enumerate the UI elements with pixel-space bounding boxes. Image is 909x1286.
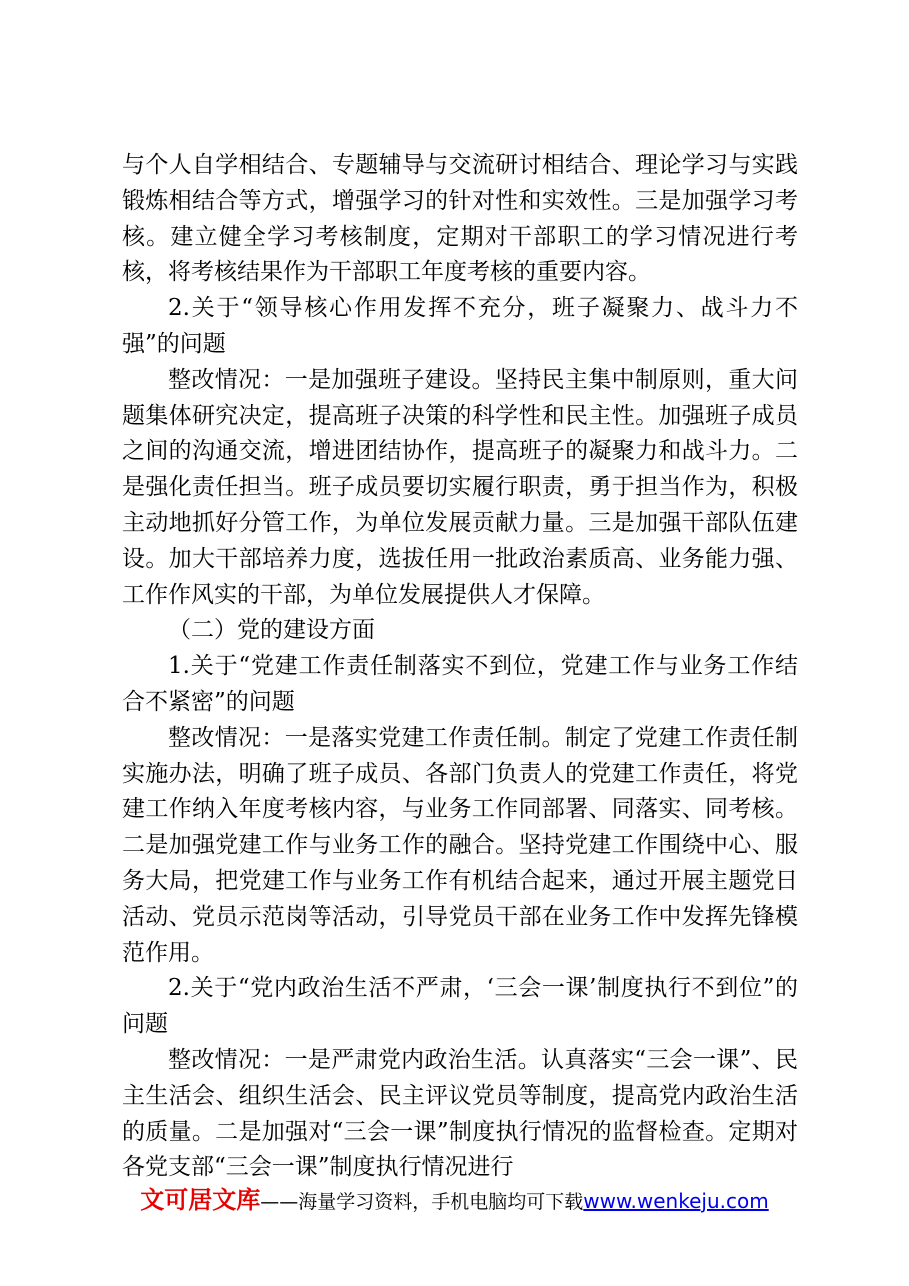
item-heading-political-life: 2.关于“党内政治生活不严肃，‘三会一课’制度执行不到位”的问题: [122, 975, 798, 1038]
item-heading-leadership: 2.关于“领导核心作用发挥不充分，班子凝聚力、战斗力不强”的问题: [122, 295, 798, 357]
document-body: [122, 148, 798, 1186]
item-heading-responsibility: 1.关于“党建工作责任制落实不到位，党建工作与业务工作结合不紧密”的问题: [122, 653, 798, 715]
paragraph-rectification-political-life: 整改情况：一是严肃党内政治生活。认真落实“三会一课”、民主生活会、组织生活会、民主评议党员等制度，提高党内政治生活的质量。二是加强对“三会一课”制度执行情况的监督检查。定期对各党支部“三会一课”制度执行情况进行: [122, 1046, 798, 1181]
paragraph-rectification-responsibility: 整改情况：一是落实党建工作责任制。制定了党建工作责任制实施办法，明确了班子成员、各部门负责人的党建工作责任，将党建工作纳入年度考核内容，与业务工作同部署、同落实、同考核。二是加强党建工作与业务工作的融合。坚持党建工作围绕中心、服务大局，把党建工作与业务工作有机结合起来，通过开展主题党日活动、党员示范岗等活动，引导党员干部在业务工作中发挥先锋模范作用。: [122, 724, 798, 966]
section-heading-party-building: （二）党的建设方面: [168, 617, 375, 644]
brand-name: 文可居文库: [140, 1186, 261, 1214]
paragraph-continued: 与个人自学相结合、专题辅导与交流研讨相结合、理论学习与实践锻炼相结合等方式，增强学习的针对性和实效性。三是加强学习考核。建立健全学习考核制度，定期对干部职工的学习情况进行考核，将考核结果作为干部职工年度考核的重要内容。: [122, 152, 798, 286]
footer-banner: [0, 1180, 909, 1215]
footer-tagline: 海量学习资料，手机电脑均可下载: [298, 1191, 584, 1213]
paragraph-rectification-leadership: 整改情况：一是加强班子建设。坚持民主集中制原则，重大问题集体研究决定，提高班子决策的科学性和民主性。加强班子成员之间的沟通交流，增进团结协作，提高班子的凝聚力和战斗力。二是强化责任担当。班子成员要切实履行职责，勇于担当作为，积极主动地抓好分管工作，为单位发展贡献力量。三是加强干部队伍建设。加大干部培养力度，选拔任用一批政治素质高、业务能力强、工作作风实的干部，为单位发展提供人才保障。: [122, 366, 798, 608]
site-link[interactable]: www.wenkeju.com: [583, 1189, 769, 1213]
footer-dash: ——: [260, 1191, 299, 1213]
